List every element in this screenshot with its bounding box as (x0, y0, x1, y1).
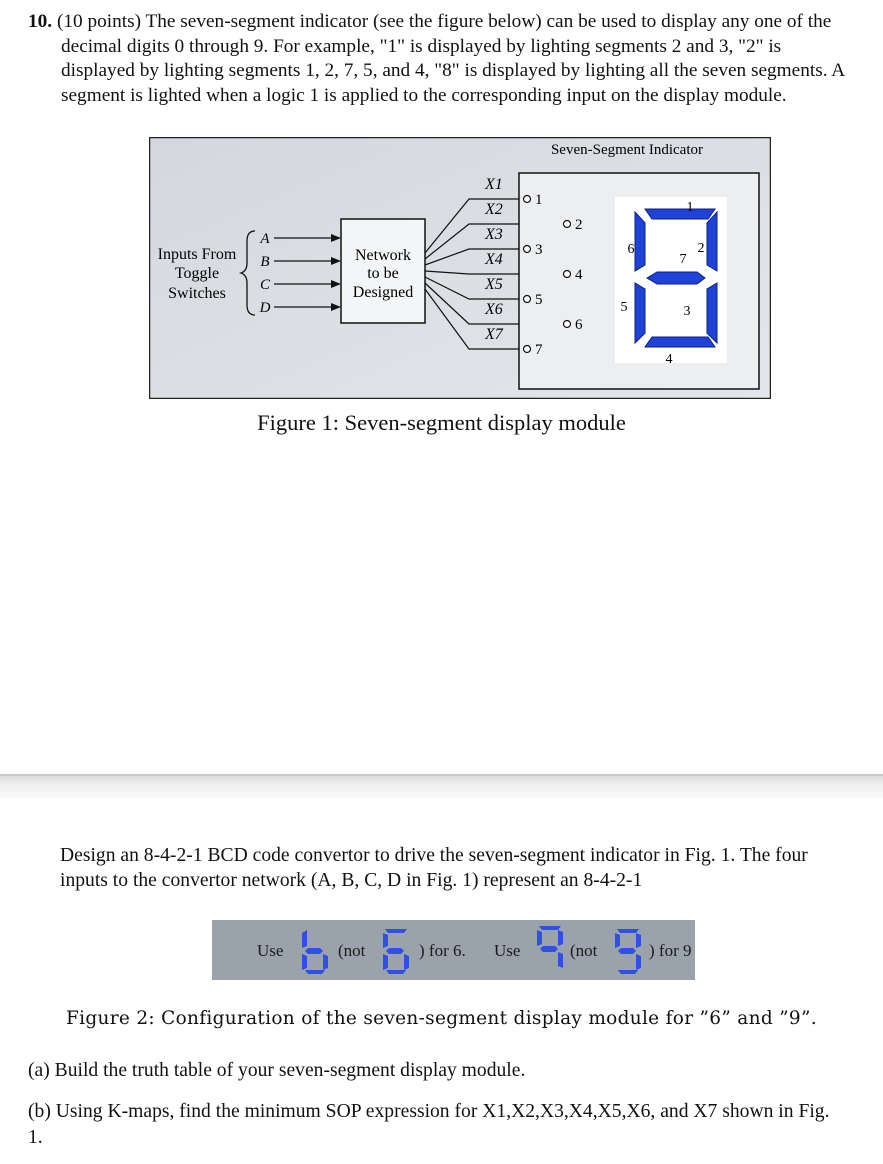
network-label-line1: Network (355, 247, 411, 264)
question-10 (28, 10, 859, 108)
segment-label-3: 3 (683, 304, 691, 319)
segment-3 (707, 283, 717, 343)
pin-label-7: 7 (535, 342, 543, 358)
inputs-label-line1: Inputs From (157, 246, 237, 263)
pin-label-1: 1 (535, 192, 543, 208)
segment-label-1: 1 (686, 200, 694, 215)
fig2-use-1: Use (257, 941, 284, 960)
output-label-x6: X6 (485, 301, 503, 318)
segment-5 (635, 283, 645, 343)
pin-label-3: 3 (535, 242, 543, 258)
figure-2-caption: Figure 2: Configuration of the seven-segment display module for ”6” and ”9”. (66, 1008, 817, 1029)
pin-label-5: 5 (535, 292, 543, 308)
fig2-for-6: ) for 6. (419, 941, 466, 960)
segment-label-2: 2 (697, 241, 705, 256)
figure-2-panel (212, 920, 695, 980)
output-label-x3: X3 (485, 226, 503, 243)
output-label-x2: X2 (485, 201, 503, 218)
fig2-for-9: ) for 9 (649, 941, 692, 960)
figure-1-diagram (149, 137, 771, 399)
segment-1 (645, 209, 715, 219)
figure-1-caption: Figure 1: Seven-segment display module (257, 410, 626, 435)
network-label-line3: Designed (352, 284, 414, 301)
output-label-x7: X7 (485, 326, 503, 343)
output-label-x1: X1 (485, 176, 503, 193)
question-number: 10. (28, 11, 53, 32)
pin-label-2: 2 (575, 217, 583, 233)
indicator-title: Seven-Segment Indicator (550, 142, 704, 158)
output-label-x5: X5 (485, 276, 503, 293)
inputs-label-line2: Toggle (174, 265, 220, 282)
fig2-not-1: (not (338, 941, 366, 960)
input-letter-b: B (260, 254, 270, 270)
pin-label-4: 4 (575, 267, 583, 283)
pin-label-6: 6 (575, 317, 583, 333)
fig2-use-2: Use (494, 941, 521, 960)
segment-label-4: 4 (665, 352, 673, 367)
part-b: (b) Using K-maps, find the minimum SOP expression for X1,X2,X3,X4,X5,X6, and X7 shown in Fig. 1. (28, 1101, 830, 1148)
input-letter-d: D (259, 300, 271, 316)
output-label-x4: X4 (485, 251, 503, 268)
question-text: (10 points) The seven-segment indicator (see the figure below) can be used to display any one of the decimal digits 0 through 9. For example, "1" is displayed by lighting segments 2 and 3, "2" is displayed by lighting segments 1, 2, 7, 5, and 4, "8" is displayed by lighting all the seven segments. A segment is lighted when a logic 1 is applied to the corresponding input on the display module. (56, 11, 845, 106)
part-a: (a) Build the truth table of your seven-segment display module. (28, 1060, 526, 1081)
input-letter-a: A (260, 231, 270, 247)
segment-label-6: 6 (627, 242, 635, 257)
segment-6 (635, 212, 645, 271)
segment-2 (707, 212, 717, 271)
input-letter-c: C (259, 277, 271, 293)
segment-4 (645, 337, 715, 347)
design-paragraph: Design an 8-4-2-1 BCD code convertor to drive the seven-segment indicator in Fig. 1. The four inputs to the convertor network (A, B, C, D in Fig. 1) represent an 8-4-2-1 (60, 845, 808, 891)
seven-segment-digit (615, 197, 727, 367)
network-label-line2: to be (367, 265, 399, 282)
page-divider (0, 774, 883, 798)
inputs-label-line3: Switches (168, 285, 226, 302)
segment-7 (647, 272, 705, 284)
segment-label-7: 7 (679, 252, 687, 267)
fig2-not-2: (not (570, 941, 598, 960)
segment-label-5: 5 (620, 300, 628, 315)
